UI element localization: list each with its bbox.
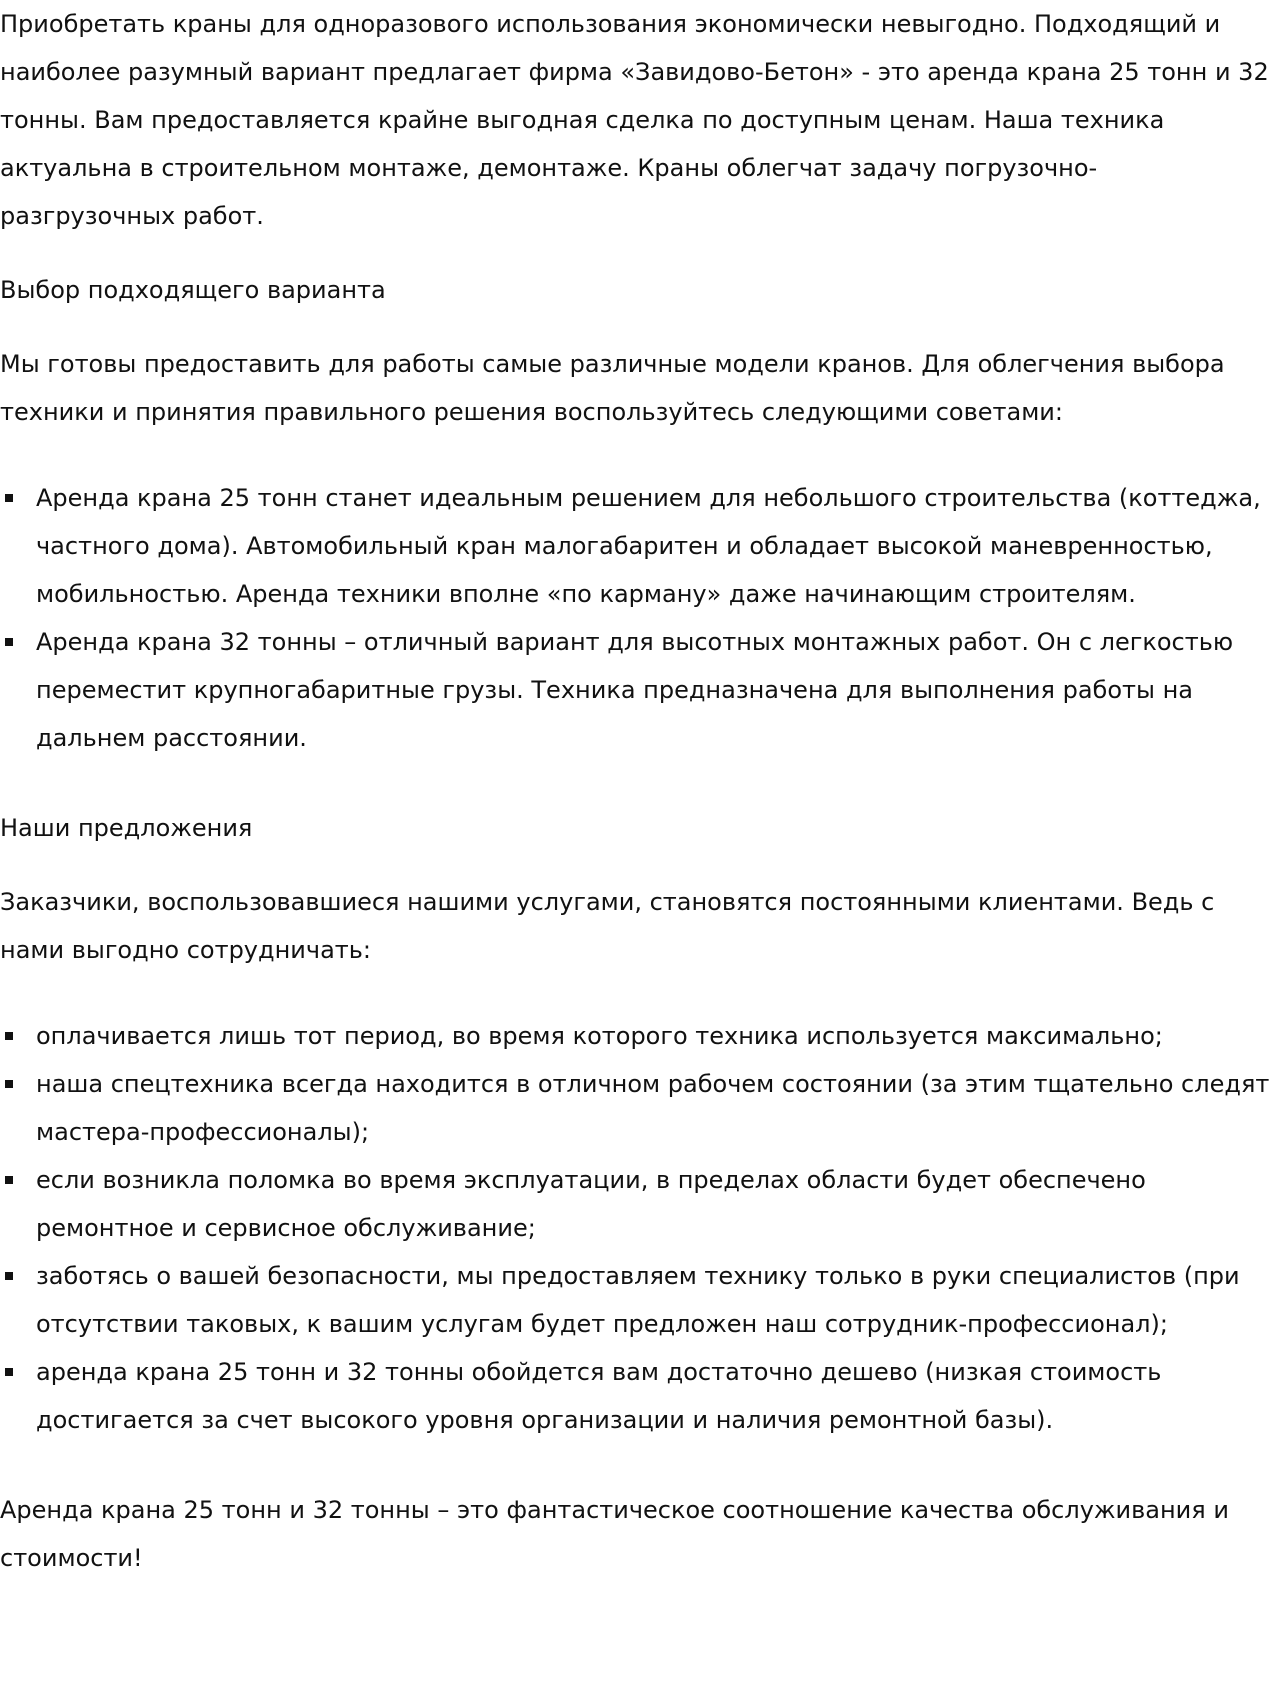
list-item-text: наша спецтехника всегда находится в отличном рабочем состоянии (за этим тщательно следят мастера-профессионалы); [36, 1070, 1270, 1146]
list-item [0, 618, 1270, 762]
square-bullet-icon [5, 1368, 13, 1376]
list-item [0, 1348, 1270, 1444]
square-bullet-icon [5, 638, 13, 646]
square-bullet-icon [5, 1272, 13, 1280]
square-bullet-icon [5, 494, 13, 502]
list-item-text: заботясь о вашей безопасности, мы предоставляем технику только в руки специалистов (при отсутствии таковых, к вашим услугам будет предложен наш сотрудник-профессионал); [36, 1262, 1240, 1338]
list-item [0, 1252, 1270, 1348]
square-bullet-icon [5, 1080, 13, 1088]
section-heading-offers: Наши предложения [0, 814, 253, 842]
list-item [0, 1060, 1270, 1156]
list-item-text: Аренда крана 25 тонн станет идеальным решением для небольшого строительства (коттеджа, частного дома). Автомобильный кран малогабаритен и обладает высокой маневренностью, мобильностью. Аренда техники вполне «по карману» даже начинающим строителям. [36, 484, 1261, 608]
offers-list [0, 1012, 1270, 1444]
closing-paragraph: Аренда крана 25 тонн и 32 тонны – это фантастическое соотношение качества обслуживания и стоимости! [0, 1496, 1229, 1572]
choice-paragraph: Мы готовы предоставить для работы самые различные модели кранов. Для облегчения выбора техники и принятия правильного решения воспользуйтесь следующими советами: [0, 350, 1225, 426]
square-bullet-icon [5, 1032, 13, 1040]
list-item [0, 1156, 1270, 1252]
list-item-text: оплачивается лишь тот период, во время которого техника используется максимально; [36, 1022, 1163, 1050]
list-item [0, 1012, 1270, 1060]
offers-paragraph: Заказчики, воспользовавшиеся нашими услугами, становятся постоянными клиентами. Ведь с нами выгодно сотрудничать: [0, 888, 1215, 964]
list-item-text: Аренда крана 32 тонны – отличный вариант для высотных монтажных работ. Он с легкостью переместит крупногабаритные грузы. Техника предназначена для выполнения работы на дальнем расстоянии. [36, 628, 1234, 752]
intro-paragraph: Приобретать краны для одноразового использования экономически невыгодно. Подходящий и наиболее разумный вариант предлагает фирма «Завидово-Бетон» - это аренда крана 25 тонн и 32 тонны. Вам предоставляется крайне выгодная сделка по доступным ценам. Наша техника актуальна в строительном монтаже, демонтаже. Краны облегчат задачу погрузочно-разгрузочных работ. [0, 10, 1269, 230]
section-heading-choice: Выбор подходящего варианта [0, 276, 386, 304]
list-item [0, 474, 1270, 618]
list-item-text: если возникла поломка во время эксплуатации, в пределах области будет обеспечено ремонтное и сервисное обслуживание; [36, 1166, 1146, 1242]
square-bullet-icon [5, 1176, 13, 1184]
list-item-text: аренда крана 25 тонн и 32 тонны обойдется вам достаточно дешево (низкая стоимость достигается за счет высокого уровня организации и наличия ремонтной базы). [36, 1358, 1162, 1434]
choice-list [0, 474, 1270, 762]
